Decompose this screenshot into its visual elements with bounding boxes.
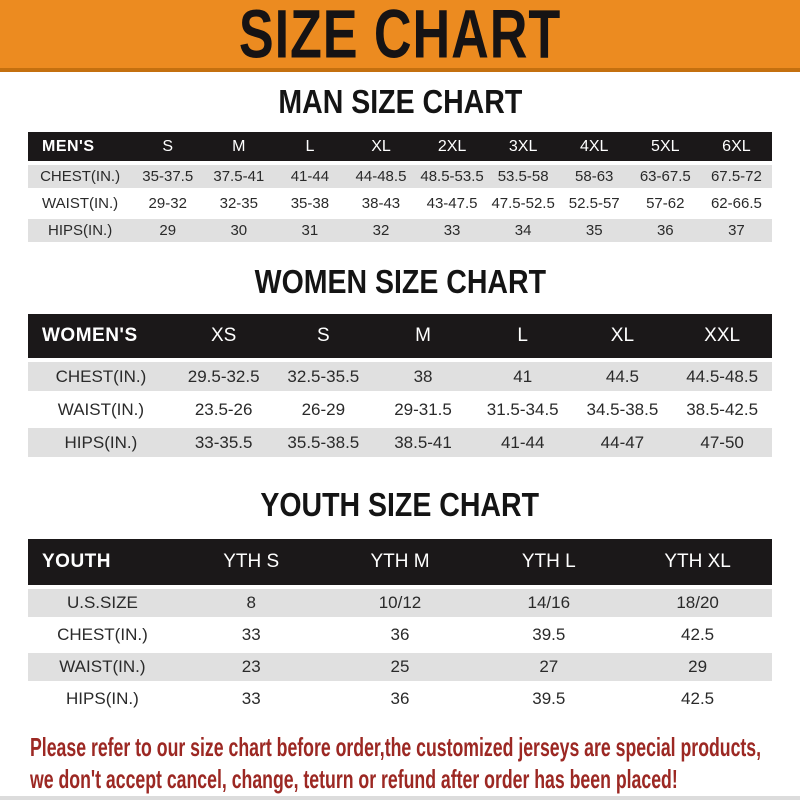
- column-header: XL: [345, 132, 416, 161]
- size-cell: 39.5: [474, 621, 623, 649]
- size-cell: 23.5-26: [174, 395, 274, 424]
- disclaimer: [0, 731, 800, 795]
- size-cell: 29-32: [132, 192, 203, 215]
- table-title-cell: MEN'S: [28, 132, 132, 161]
- size-cell: 34.5-38.5: [573, 395, 673, 424]
- column-header: YTH M: [326, 539, 475, 585]
- row-label: WAIST(IN.): [28, 653, 177, 681]
- table-row: [28, 362, 772, 391]
- size-cell: 36: [630, 219, 701, 242]
- row-label: CHEST(IN.): [28, 362, 174, 391]
- size-cell: 53.5-58: [488, 165, 559, 188]
- size-cell: 42.5: [623, 685, 772, 713]
- size-cell: 26-29: [274, 395, 374, 424]
- banner: [0, 0, 800, 72]
- size-cell: 41: [473, 362, 573, 391]
- table-row: [28, 589, 772, 617]
- size-cell: 30: [203, 219, 274, 242]
- size-cell: 29: [132, 219, 203, 242]
- disclaimer-line-1: Please refer to our size chart before order,the customized jerseys are special products,: [30, 732, 762, 762]
- size-cell: 29-31.5: [373, 395, 473, 424]
- size-cell: 37.5-41: [203, 165, 274, 188]
- column-header: XS: [174, 314, 274, 358]
- size-cell: 38.5-42.5: [672, 395, 772, 424]
- size-cell: 29.5-32.5: [174, 362, 274, 391]
- row-label: U.S.SIZE: [28, 589, 177, 617]
- table-row: [28, 192, 772, 215]
- column-header: S: [274, 314, 374, 358]
- men-size-table-container: [0, 128, 800, 246]
- size-cell: 44.5: [573, 362, 673, 391]
- column-header: YTH L: [474, 539, 623, 585]
- size-cell: 47-50: [672, 428, 772, 457]
- size-cell: 8: [177, 589, 326, 617]
- size-cell: 27: [474, 653, 623, 681]
- size-cell: 43-47.5: [417, 192, 488, 215]
- size-cell: 33: [177, 685, 326, 713]
- column-header: S: [132, 132, 203, 161]
- row-label: CHEST(IN.): [28, 621, 177, 649]
- column-header: 2XL: [417, 132, 488, 161]
- size-cell: 67.5-72: [701, 165, 772, 188]
- size-cell: 33-35.5: [174, 428, 274, 457]
- banner-title: SIZE CHART: [238, 0, 562, 73]
- size-cell: 35-37.5: [132, 165, 203, 188]
- size-cell: 34: [488, 219, 559, 242]
- table-header-row: [28, 314, 772, 358]
- size-cell: 41-44: [274, 165, 345, 188]
- size-cell: 44-47: [573, 428, 673, 457]
- size-cell: 36: [326, 685, 475, 713]
- column-header: 5XL: [630, 132, 701, 161]
- bottom-edge-strip: [0, 796, 800, 800]
- row-label: HIPS(IN.): [28, 219, 132, 242]
- size-cell: 32-35: [203, 192, 274, 215]
- column-header: L: [274, 132, 345, 161]
- size-cell: 57-62: [630, 192, 701, 215]
- row-label: WAIST(IN.): [28, 395, 174, 424]
- size-cell: 37: [701, 219, 772, 242]
- table-row: [28, 653, 772, 681]
- size-cell: 41-44: [473, 428, 573, 457]
- size-cell: 52.5-57: [559, 192, 630, 215]
- size-cell: 29: [623, 653, 772, 681]
- size-cell: 38.5-41: [373, 428, 473, 457]
- disclaimer-line-2: we don't accept cancel, change, teturn or refund after order has been placed!: [30, 764, 678, 794]
- size-cell: 35.5-38.5: [274, 428, 374, 457]
- size-cell: 42.5: [623, 621, 772, 649]
- women-size-table-container: [0, 310, 800, 461]
- column-header: L: [473, 314, 573, 358]
- table-header-row: [28, 539, 772, 585]
- table-title-cell: WOMEN'S: [28, 314, 174, 358]
- column-header: M: [203, 132, 274, 161]
- size-cell: 39.5: [474, 685, 623, 713]
- column-header: XXL: [672, 314, 772, 358]
- table-row: [28, 685, 772, 713]
- size-cell: 35-38: [274, 192, 345, 215]
- table-row: [28, 428, 772, 457]
- column-header: XL: [573, 314, 673, 358]
- row-label: WAIST(IN.): [28, 192, 132, 215]
- section-youth: [0, 486, 800, 717]
- size-cell: 36: [326, 621, 475, 649]
- size-cell: 48.5-53.5: [417, 165, 488, 188]
- row-label: HIPS(IN.): [28, 685, 177, 713]
- table-row: [28, 165, 772, 188]
- table-row: [28, 621, 772, 649]
- size-cell: 63-67.5: [630, 165, 701, 188]
- size-cell: 18/20: [623, 589, 772, 617]
- section-title-women: WOMEN SIZE CHART: [254, 263, 546, 301]
- size-cell: 33: [177, 621, 326, 649]
- youth-size-table: [28, 535, 772, 717]
- section-women: [0, 263, 800, 461]
- size-cell: 38-43: [345, 192, 416, 215]
- size-cell: 35: [559, 219, 630, 242]
- men-size-table: [28, 128, 772, 246]
- column-header: 3XL: [488, 132, 559, 161]
- column-header: YTH S: [177, 539, 326, 585]
- size-cell: 31: [274, 219, 345, 242]
- size-cell: 31.5-34.5: [473, 395, 573, 424]
- table-header-row: [28, 132, 772, 161]
- size-cell: 32: [345, 219, 416, 242]
- size-cell: 23: [177, 653, 326, 681]
- size-cell: 44-48.5: [345, 165, 416, 188]
- section-title-man: MAN SIZE CHART: [278, 83, 522, 121]
- column-header: M: [373, 314, 473, 358]
- table-row: [28, 219, 772, 242]
- column-header: 4XL: [559, 132, 630, 161]
- row-label: CHEST(IN.): [28, 165, 132, 188]
- size-cell: 44.5-48.5: [672, 362, 772, 391]
- section-title-youth: YOUTH SIZE CHART: [260, 486, 540, 524]
- section-man: [0, 83, 800, 246]
- size-cell: 25: [326, 653, 475, 681]
- size-cell: 62-66.5: [701, 192, 772, 215]
- size-cell: 47.5-52.5: [488, 192, 559, 215]
- table-row: [28, 395, 772, 424]
- column-header: 6XL: [701, 132, 772, 161]
- size-cell: 58-63: [559, 165, 630, 188]
- size-cell: 14/16: [474, 589, 623, 617]
- size-cell: 32.5-35.5: [274, 362, 374, 391]
- size-cell: 38: [373, 362, 473, 391]
- size-cell: 10/12: [326, 589, 475, 617]
- youth-size-table-container: [0, 535, 800, 717]
- column-header: YTH XL: [623, 539, 772, 585]
- row-label: HIPS(IN.): [28, 428, 174, 457]
- table-title-cell: YOUTH: [28, 539, 177, 585]
- women-size-table: [28, 310, 772, 461]
- size-cell: 33: [417, 219, 488, 242]
